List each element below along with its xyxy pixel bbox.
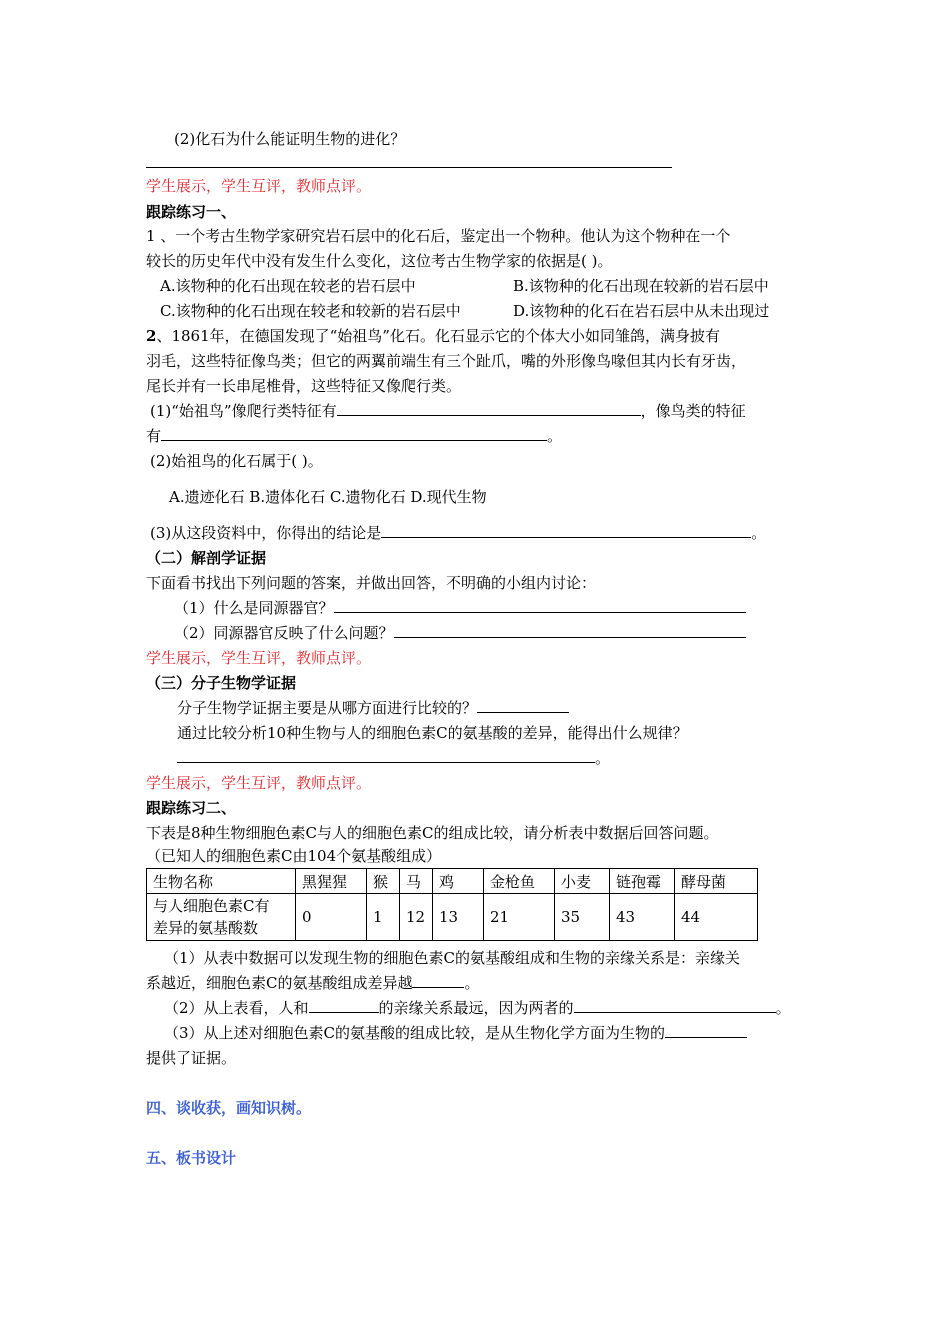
subquestion-1-cont: [146, 426, 562, 446]
question-number: 2: [146, 327, 157, 345]
paragraph-line: 1 、一个考古生物学家研究岩石层中的化石后，鉴定出一个物种。他认为这个物种在一个: [146, 227, 731, 245]
question-text: 的亲缘关系最远，因为两者的: [378, 999, 574, 1017]
question-item: [174, 598, 746, 618]
option-c: C.该物种的化石出现在较老和较新的岩石层中: [160, 302, 461, 320]
table-cell: 43: [610, 894, 675, 941]
section-note: （已知人的细胞色素C由104个氨基酸组成）: [146, 847, 442, 865]
table-cell: 44: [675, 894, 758, 941]
table-row: [147, 894, 758, 941]
table-cell: 黑猩猩: [296, 869, 367, 894]
subquestion-text: ，像鸟类的特征: [640, 402, 746, 420]
header-line: 与人细胞色素C有: [153, 897, 270, 915]
section-heading: 跟踪练习一、: [146, 203, 237, 221]
answer-line: [146, 167, 672, 168]
question-text: 。: [464, 974, 480, 992]
paragraph-line: [164, 1023, 747, 1043]
section-heading: 四、谈收获，画知识树。: [146, 1099, 312, 1117]
subquestion-text: (1)“始祖鸟”像爬行类特征有: [150, 402, 337, 420]
section-intro: 下表是8种生物细胞色素C与人的细胞色素C的组成比较，请分析表中数据后回答问题。: [146, 824, 719, 842]
section-intro: 下面看书找出下列问题的答案，并做出回答，不明确的小组内讨论：: [146, 574, 597, 592]
table-header-cell: [147, 894, 296, 941]
blank-line: [574, 998, 776, 1013]
question-text: （1）什么是同源器官？: [174, 599, 334, 617]
question-item: [177, 698, 569, 718]
table-cell: 酵母菌: [675, 869, 758, 894]
question-item: 通过比较分析10种生物与人的细胞色素C的氨基酸的差异，能得出什么规律？: [177, 724, 688, 742]
review-note: 学生展示，学生互评，教师点评。: [146, 177, 372, 195]
table-row: [147, 869, 758, 894]
paragraph-line: 羽毛，这些特征像鸟类；但它的两翼前端生有三个趾爪，嘴的外形像鸟喙但其内长有牙齿，: [146, 352, 747, 370]
cytochrome-table: [146, 868, 758, 941]
subquestion-2: (2)始祖鸟的化石属于( )。: [150, 452, 323, 470]
paragraph-line: 提供了证据。: [146, 1049, 237, 1067]
blank-line: [177, 748, 595, 763]
blank-line: [477, 698, 569, 713]
table-cell: 小麦: [555, 869, 610, 894]
blank-line: [161, 426, 547, 441]
table-cell: 13: [433, 894, 484, 941]
section-heading: （二）解剖学证据: [146, 549, 267, 567]
blank-line: [337, 401, 641, 416]
question-text: 。: [775, 999, 791, 1017]
subquestion-1: [150, 401, 746, 421]
question-text: 、1861年，在德国发现了“始祖鸟”化石。化石显示它的个体大小如同雏鸽，满身披有: [156, 327, 720, 345]
table-cell: 链孢霉: [610, 869, 675, 894]
blank-line: [309, 998, 379, 1013]
table-cell: 35: [555, 894, 610, 941]
subquestion-text: (3)从这段资料中，你得出的结论是: [150, 524, 382, 542]
table-cell: 0: [296, 894, 367, 941]
table-cell: 21: [484, 894, 555, 941]
table-cell: 12: [400, 894, 433, 941]
answer-end: 。: [595, 749, 611, 767]
table-cell: 金枪鱼: [484, 869, 555, 894]
blank-line: [334, 598, 746, 613]
blank-line: [665, 1023, 747, 1038]
section-heading: （三）分子生物学证据: [146, 674, 297, 692]
question-text: 系越近，细胞色素C的氨基酸组成差异越: [146, 974, 413, 992]
table-cell: 鸡: [433, 869, 484, 894]
subquestion-text: 有: [146, 427, 162, 445]
option-a: A.该物种的化石出现在较老的岩石层中: [160, 277, 416, 295]
subquestion-3: [150, 523, 766, 543]
blank-line: [394, 623, 746, 638]
question-text: （2）从上表看，人和: [164, 999, 309, 1017]
paragraph-line: [146, 973, 480, 993]
paragraph-line: 较长的历史年代中没有发生什么变化，这位考古生物学家的依据是( )。: [146, 252, 613, 270]
blank-line: [381, 523, 751, 538]
paragraph-line: 尾长并有一长串尾椎骨，这些特征又像爬行类。: [146, 377, 462, 395]
review-note: 学生展示，学生互评，教师点评。: [146, 774, 372, 792]
question-text: 分子生物学证据主要是从哪方面进行比较的？: [177, 699, 478, 717]
question-text: （2）同源器官反映了什么问题？: [174, 624, 394, 642]
paragraph-line: [164, 998, 791, 1018]
question-text: （3）从上述对细胞色素C的氨基酸的组成比较，是从生物化学方面为生物的: [164, 1024, 666, 1042]
subquestion-text: 。: [751, 524, 767, 542]
section-heading: 五、板书设计: [146, 1149, 237, 1167]
review-note: 学生展示，学生互评，教师点评。: [146, 649, 372, 667]
options-row: A.遗迹化石 B.遗体化石 C.遗物化石 D.现代生物: [169, 488, 487, 506]
question-item: [174, 623, 746, 643]
table-cell: 猴: [367, 869, 400, 894]
table-cell: 1: [367, 894, 400, 941]
paragraph-line: [146, 326, 720, 346]
blank-line: [412, 973, 464, 988]
subquestion-text: 。: [547, 427, 563, 445]
header-line: 差异的氨基酸数: [153, 919, 259, 937]
option-b: B.该物种的化石出现在较新的岩石层中: [513, 277, 769, 295]
table-header-cell: 生物名称: [147, 869, 296, 894]
question-2-text: (2)化石为什么能证明生物的进化？: [174, 130, 406, 148]
option-d: D.该物种的化石在岩石层中从未出现过: [513, 302, 770, 320]
section-heading: 跟踪练习二、: [146, 799, 237, 817]
table-cell: 马: [400, 869, 433, 894]
answer-row: [177, 748, 610, 768]
paragraph-line: （1）从表中数据可以发现生物的细胞色素C的氨基酸组成和生物的亲缘关系是：亲缘关: [164, 949, 741, 967]
